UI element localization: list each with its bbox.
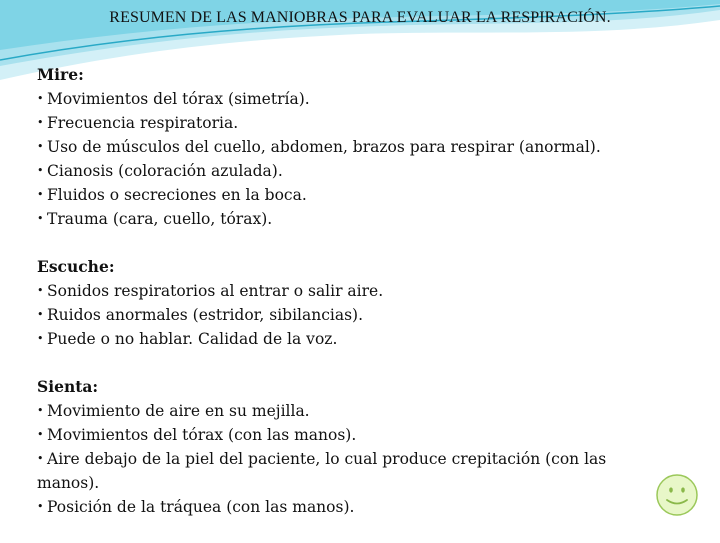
bullet-icon: • — [37, 404, 44, 417]
bullet-icon: • — [37, 164, 44, 177]
bullet-icon: • — [37, 428, 44, 441]
bullet-icon: • — [37, 140, 44, 153]
bullet-icon: • — [37, 308, 44, 321]
smiley-left-eye — [669, 487, 673, 492]
smiley-face-icon[interactable] — [655, 473, 699, 517]
section-sienta — [37, 375, 677, 519]
list-item: • Movimientos del tórax (con las manos). — [37, 423, 677, 447]
section-escuche — [37, 255, 677, 351]
list-item: • Fluidos o secreciones en la boca. — [37, 183, 677, 207]
bullet-icon: • — [37, 116, 44, 129]
section-heading: Sienta: — [37, 377, 99, 396]
list-item: • Movimientos del tórax (simetría). — [37, 87, 677, 111]
bullet-icon: • — [37, 332, 44, 345]
smiley-head — [657, 475, 697, 515]
bullet-icon: • — [37, 188, 44, 201]
list-item: • Aire debajo de la piel del paciente, lo cual produce crepitación (con las — [37, 447, 677, 471]
list-item: • Uso de músculos del cuello, abdomen, brazos para respirar (anormal). — [37, 135, 677, 159]
list-item: • Frecuencia respiratoria. — [37, 111, 677, 135]
section-heading: Escuche: — [37, 257, 115, 276]
list-item: • Ruidos anormales (estridor, sibilancias). — [37, 303, 677, 327]
bullet-icon: • — [37, 212, 44, 225]
list-item: • Puede o no hablar. Calidad de la voz. — [37, 327, 677, 351]
section-heading: Mire: — [37, 65, 84, 84]
list-item: • Trauma (cara, cuello, tórax). — [37, 207, 677, 231]
list-item: • Sonidos respiratorios al entrar o salir aire. — [37, 279, 677, 303]
list-item-continuation: manos). — [37, 474, 100, 492]
section-mire — [37, 63, 677, 231]
list-item: • Cianosis (coloración azulada). — [37, 159, 677, 183]
content-body — [37, 63, 677, 543]
list-item: • Posición de la tráquea (con las manos). — [37, 495, 677, 519]
bullet-icon: • — [37, 452, 44, 465]
page-title: RESUMEN DE LAS MANIOBRAS PARA EVALUAR LA RESPIRACIÓN. — [109, 9, 611, 26]
list-item: • Movimiento de aire en su mejilla. — [37, 399, 677, 423]
bullet-icon: • — [37, 500, 44, 513]
bullet-icon: • — [37, 284, 44, 297]
bullet-icon: • — [37, 92, 44, 105]
smiley-right-eye — [681, 487, 685, 492]
